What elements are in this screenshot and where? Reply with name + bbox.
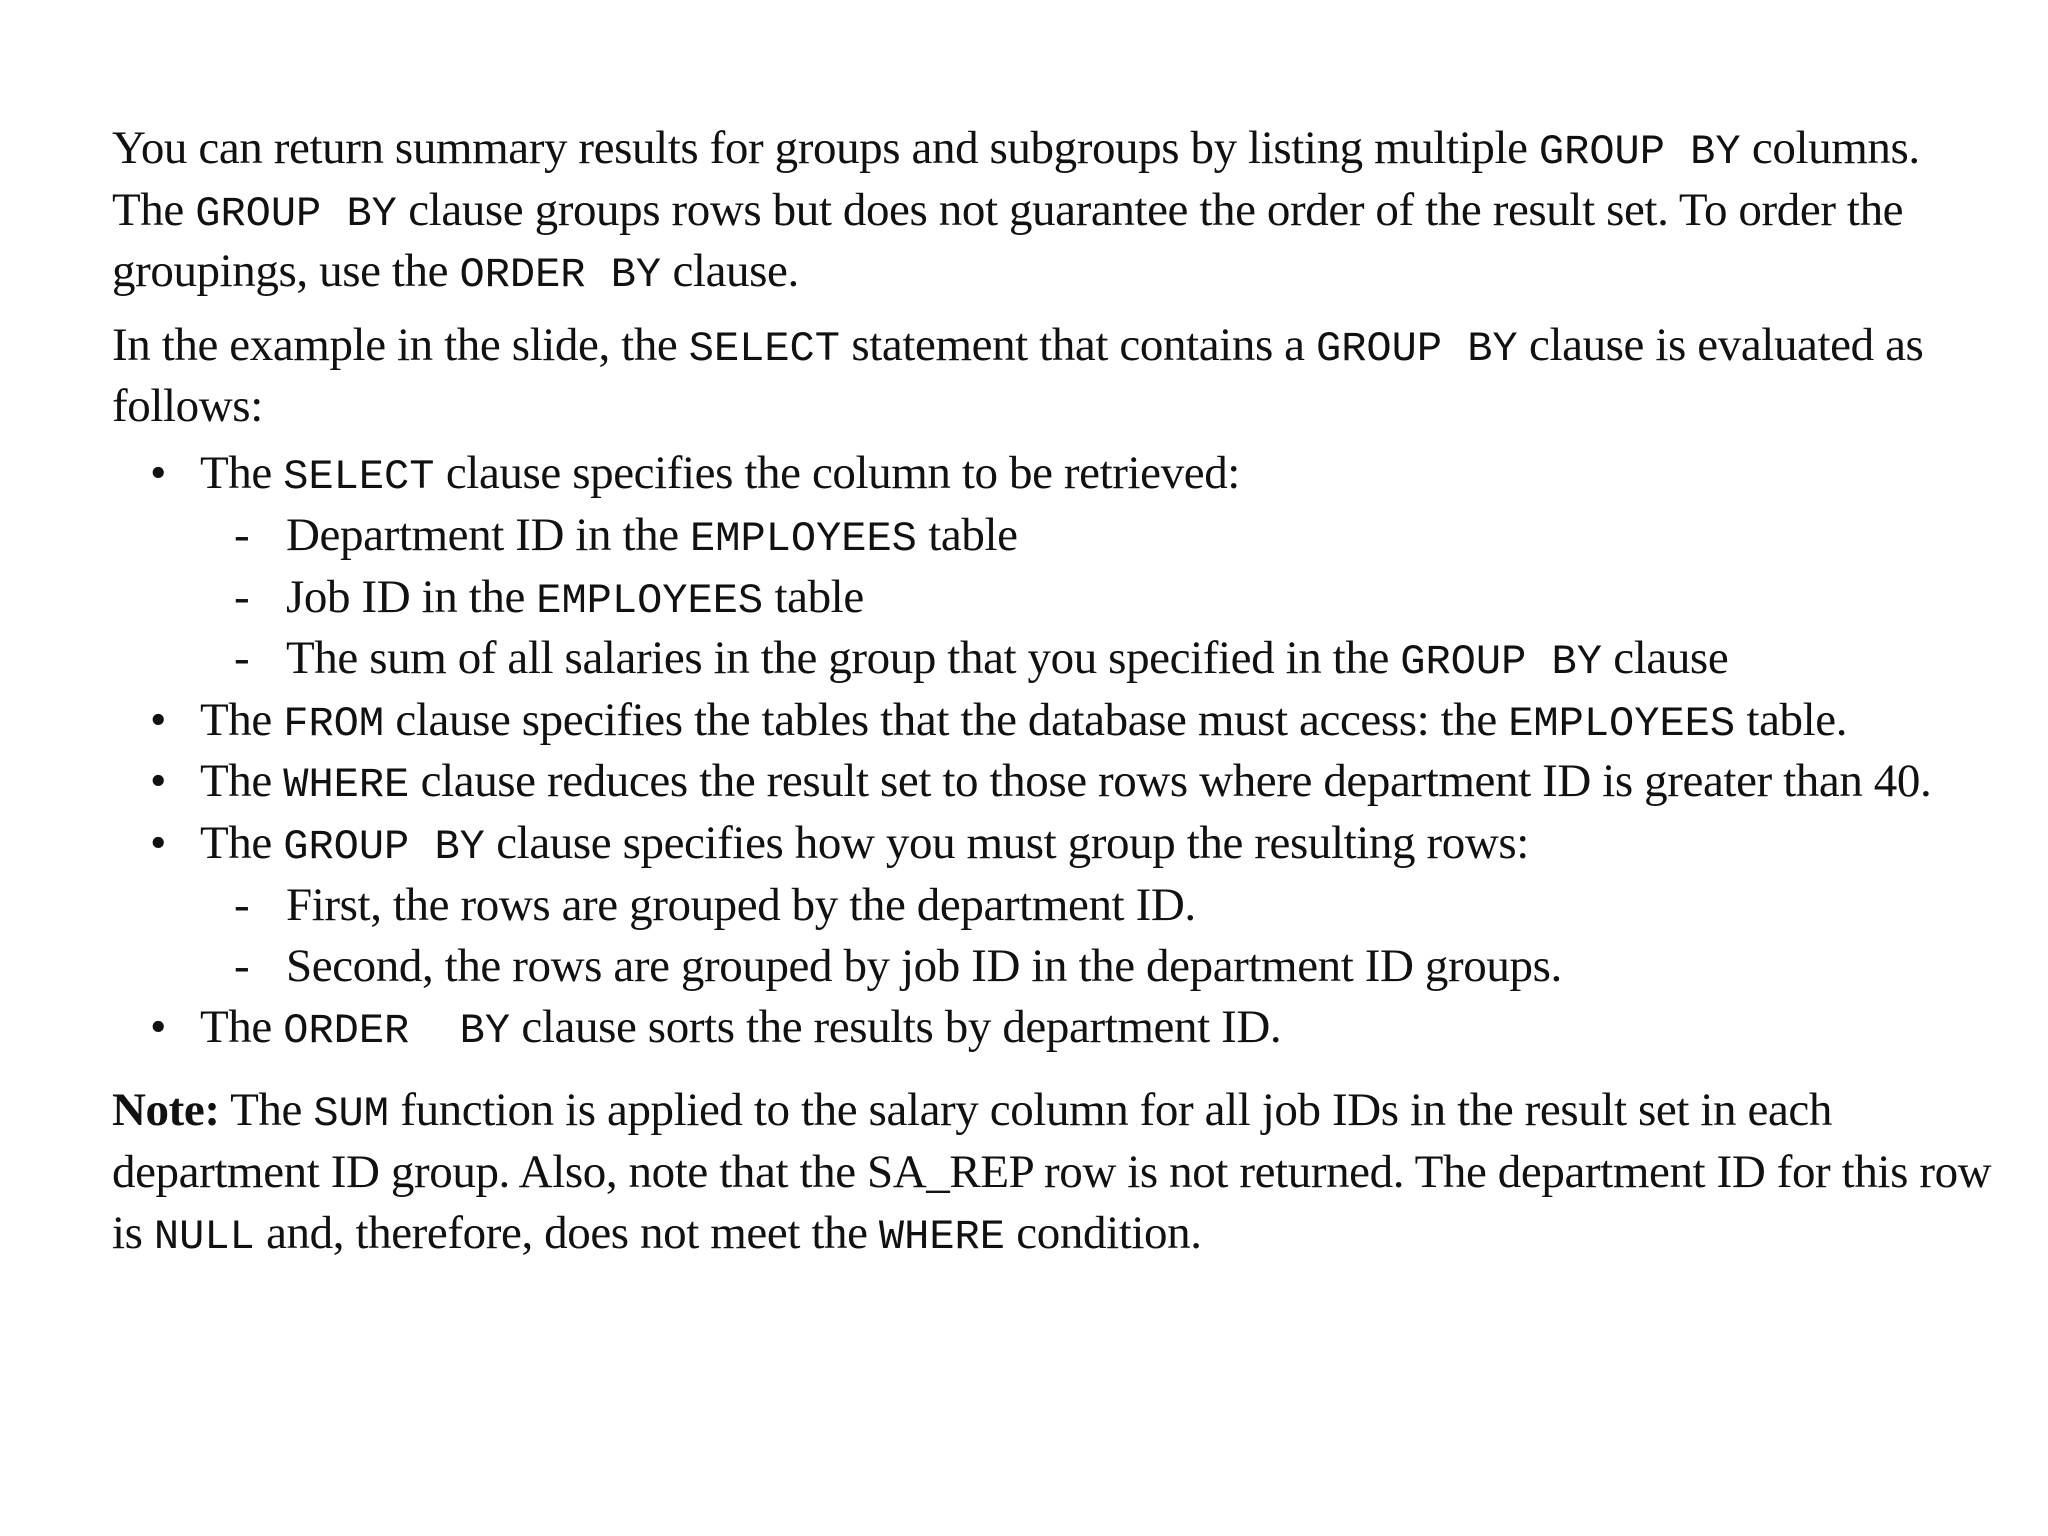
sub-item-first-grouping <box>112 875 1992 936</box>
dash-marker: - <box>234 878 250 931</box>
sub-item-second-grouping <box>112 936 1992 997</box>
bullet-item-order-by <box>112 997 1992 1059</box>
sub-item-job-id <box>112 567 1992 629</box>
code-sum: SUM <box>313 1090 389 1139</box>
code-group-by: GROUP BY <box>1316 324 1518 373</box>
sub-item-department-id <box>112 505 1992 567</box>
bullet-item-group-by <box>112 813 1992 875</box>
bullet-marker: • <box>150 447 167 500</box>
code-employees: EMPLOYEES <box>1508 699 1736 748</box>
bullet-marker: • <box>150 817 167 870</box>
code-group-by: GROUP BY <box>195 189 397 238</box>
text: Department ID in the <box>286 509 691 562</box>
text: clause is evaluated as follows: <box>112 318 1924 433</box>
code-group-by: GROUP BY <box>1538 128 1741 176</box>
text: Job ID in the <box>286 570 537 623</box>
code-select: SELECT <box>688 324 840 373</box>
text: The <box>219 1084 314 1137</box>
text: statement that contains a <box>839 318 1316 371</box>
intro-paragraph <box>112 118 1992 303</box>
dash-marker: - <box>234 939 250 992</box>
document-page <box>112 118 1992 1277</box>
bullet-item-where <box>112 751 1992 813</box>
code-where: WHERE <box>878 1213 1005 1262</box>
code-select: SELECT <box>283 453 435 502</box>
text: First, the rows are grouped by the department ID. <box>286 878 1196 931</box>
text: condition. <box>1004 1207 1202 1260</box>
text: In the example in the slide, the <box>112 318 689 371</box>
text: clause specifies how you must group the resulting rows: <box>484 817 1529 870</box>
text: clause specifies the column to be retrieved: <box>434 447 1240 500</box>
text: The <box>200 1000 284 1053</box>
example-paragraph <box>112 315 1992 438</box>
text: clause reduces the result set to those rows where department ID is greater than 40. <box>409 755 1932 808</box>
code-employees: EMPLOYEES <box>690 515 917 564</box>
bullet-marker: • <box>150 1000 167 1053</box>
code-from: FROM <box>283 699 385 748</box>
bullet-marker: • <box>150 755 167 808</box>
text: The <box>200 693 284 746</box>
sub-item-sum-salaries <box>112 628 1992 690</box>
bullet-item-from <box>112 690 1992 752</box>
code-order-by: ORDER BY <box>459 251 662 300</box>
text: table <box>916 509 1018 562</box>
text: clause <box>1601 632 1729 685</box>
dash-marker: - <box>234 632 250 685</box>
text: and, therefore, does not meet the <box>254 1207 879 1260</box>
dash-marker: - <box>234 509 250 562</box>
code-employees: EMPLOYEES <box>536 576 764 625</box>
note-label: Note: <box>112 1084 220 1137</box>
text: You can return summary results for groups and subgroups by listing multiple <box>112 122 1539 174</box>
note-paragraph <box>112 1080 1992 1264</box>
evaluation-list <box>112 443 1992 1058</box>
text: Second, the rows are grouped by job ID in the department ID groups. <box>286 939 1562 992</box>
code-group-by: GROUP BY <box>1400 638 1602 687</box>
text: function is applied to the salary column for all job IDs in the result set in each department ID group. Also, note that the SA_REP row is not returned. The department ID for this row is <box>112 1084 1992 1260</box>
text: The <box>200 817 284 870</box>
text: clause groups rows but does not guarantee the order of the result set. To order the groupings, use the <box>112 183 1904 298</box>
text: table. <box>1735 693 1848 746</box>
dash-marker: - <box>234 570 250 623</box>
bullet-item-select <box>112 443 1992 505</box>
text: The <box>200 755 284 808</box>
text: table <box>763 570 864 623</box>
code-null: NULL <box>153 1213 255 1262</box>
code-group-by: GROUP BY <box>283 823 485 872</box>
bullet-marker: • <box>150 693 167 746</box>
text: columns. The <box>112 122 1920 236</box>
code-where: WHERE <box>283 761 410 810</box>
code-order-by: ORDER BY <box>283 1006 511 1055</box>
text: The sum of all salaries in the group that you specified in the <box>286 632 1401 685</box>
text: clause specifies the tables that the database must access: the <box>384 693 1509 746</box>
text: clause. <box>661 245 799 298</box>
text: The <box>200 447 284 500</box>
text: clause sorts the results by department ID. <box>510 1000 1282 1053</box>
